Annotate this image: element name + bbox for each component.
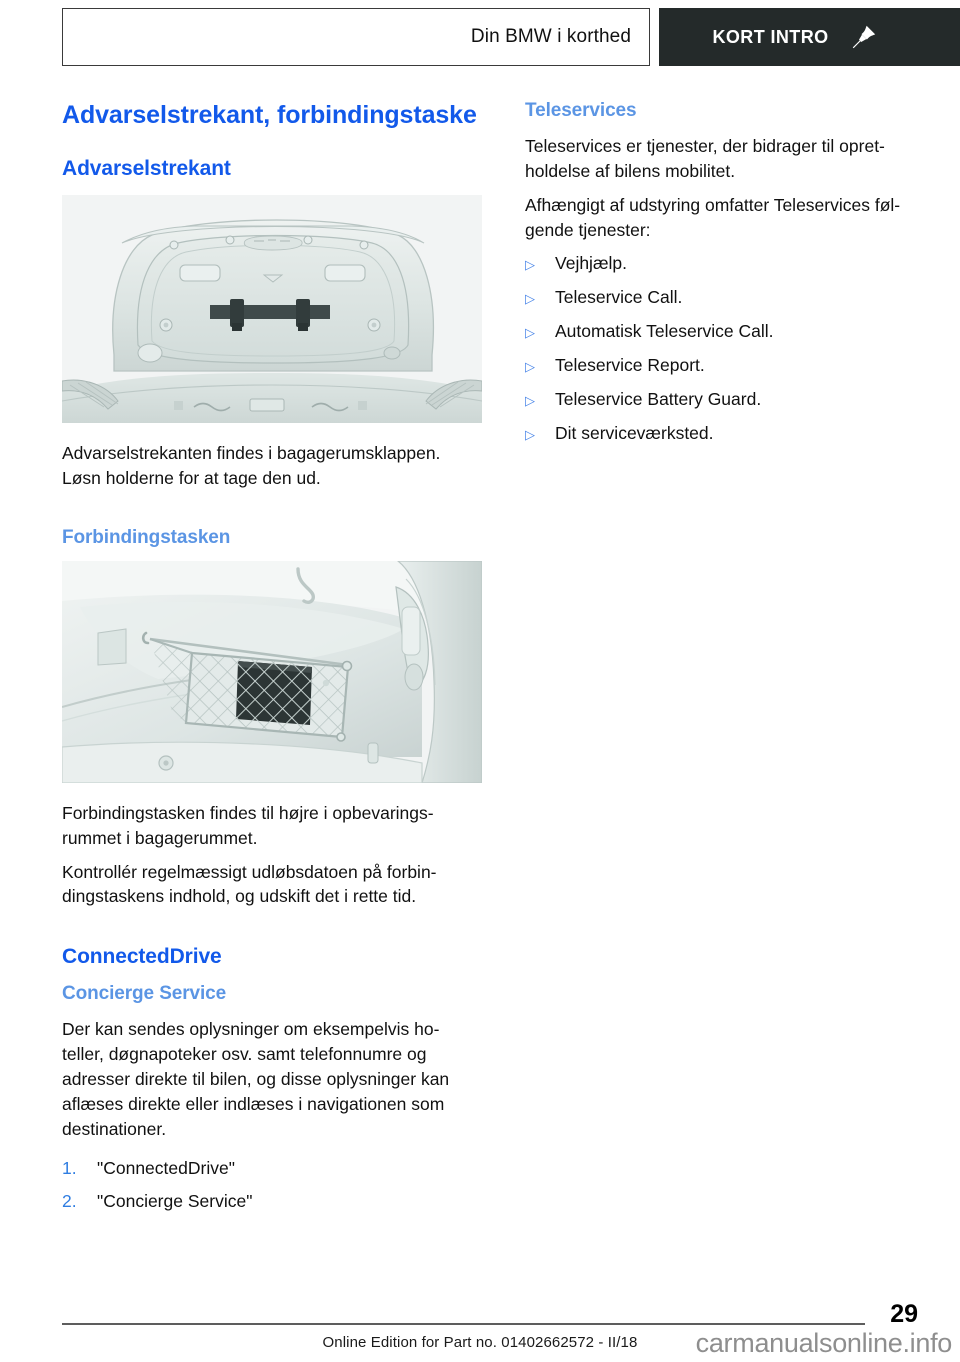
list-label: Vejhjælp.	[555, 253, 627, 274]
list-item	[525, 387, 918, 412]
header-tab-label: KORT INTRO	[712, 26, 829, 47]
subheading-forbindingstasken: Forbindingstasken	[62, 526, 231, 548]
figure-trunk-side-storage-net-first-aid-kit	[62, 561, 482, 783]
list-number: 1.	[62, 1157, 77, 1178]
triangle-bullet-icon: ▷	[525, 291, 535, 307]
triangle-bullet-icon: ▷	[525, 426, 535, 442]
list-label: "ConnectedDrive"	[97, 1157, 235, 1178]
list-label: Dit serviceværksted.	[555, 422, 714, 443]
numbered-list-concierge-path	[62, 1156, 482, 1215]
list-number: 2.	[62, 1191, 77, 1212]
paragraph-teleservices-list-intro: Afhængigt af udstyring omfatter Teleservices føl- gende tjenester:	[525, 194, 901, 240]
triangle-bullet-icon: ▷	[525, 392, 535, 408]
triangle-bullet-icon: ▷	[525, 325, 535, 341]
figure-trunk-lid-warning-triangle-holder	[62, 195, 482, 423]
bullet-list-teleservices	[525, 251, 918, 445]
left-column	[62, 100, 482, 1223]
content-columns	[62, 100, 918, 1223]
pushpin-icon	[851, 24, 877, 50]
paragraph-concierge-service: Der kan sendes oplysninger om eksempelvis ho- teller, døgnapoteker osv. samt telefonnumre og adresser direkte til bilen, og disse oplysninger kan aflæses direkte eller indlæses i navigationen som destinationer.	[62, 1019, 450, 1139]
list-item	[525, 285, 918, 310]
page-number: 29	[890, 1300, 918, 1328]
list-label: Teleservice Call.	[555, 287, 683, 308]
triangle-bullet-icon: ▷	[525, 257, 535, 273]
paragraph-teleservices-intro: Teleservices er tjenester, der bidrager til opret- holdelse af bilens mobilitet.	[525, 136, 885, 181]
header-chapter-label: Din BMW i korthed	[470, 26, 631, 47]
list-label: Automatisk Teleservice Call.	[555, 321, 774, 342]
page-title: Advarselstrekant, forbindingstaske	[62, 101, 477, 129]
list-label: Teleservice Report.	[555, 354, 705, 375]
subheading-concierge-service: Concierge Service	[62, 983, 227, 1005]
subheading-teleservices: Teleservices	[525, 100, 637, 121]
list-item	[525, 251, 918, 276]
paragraph-forbindingstasken-expiry: Kontrollér regelmæssigt udløbsdatoen på forbin- dingstaskens indhold, og udskift det i rette tid.	[62, 861, 437, 907]
footer-edition-text: Online Edition for Part no. 01402662572 - II/18	[322, 1334, 638, 1351]
paragraph-forbindingstasken-placement: Forbindingstasken findes til højre i opbevarings- rummet i bagagerummet.	[62, 802, 434, 848]
footer-divider	[62, 1323, 865, 1325]
section-heading-connecteddrive: ConnectedDrive	[62, 945, 222, 969]
list-label: "Concierge Service"	[97, 1191, 253, 1212]
page-header	[62, 8, 960, 66]
paragraph-advarselstrekant: Advarselstrekanten findes i bagagerumsklappen. Løsn holderne for at tage den ud.	[62, 443, 441, 489]
triangle-bullet-icon: ▷	[525, 358, 535, 374]
list-item	[525, 319, 918, 344]
right-column	[525, 100, 918, 1223]
list-item	[62, 1156, 482, 1181]
footer-watermark: carmanualsonline.info	[695, 1328, 952, 1358]
list-item	[525, 421, 918, 446]
header-chapter-box	[62, 8, 650, 66]
list-item	[62, 1189, 482, 1214]
header-tab-kort-intro[interactable]	[659, 8, 960, 66]
list-label: Teleservice Battery Guard.	[555, 388, 762, 409]
section-heading-advarselstrekant: Advarselstrekant	[62, 157, 231, 181]
list-item	[525, 353, 918, 378]
